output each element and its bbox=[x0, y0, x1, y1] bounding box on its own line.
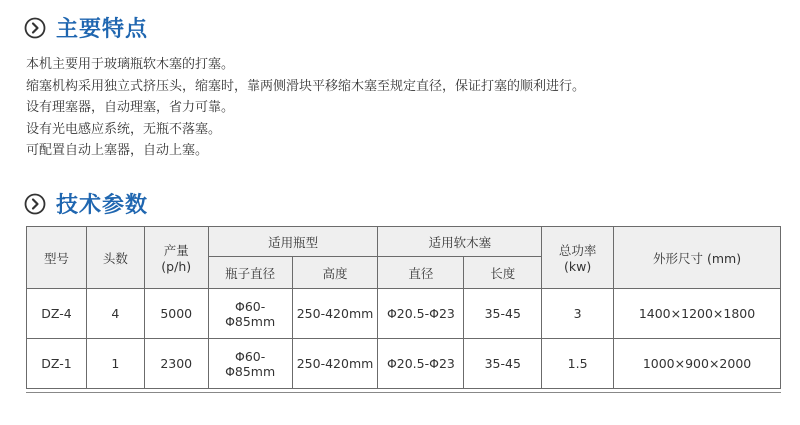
table-row bbox=[27, 289, 781, 339]
cell-power: 1.5 bbox=[542, 339, 614, 389]
spec-table bbox=[26, 226, 781, 389]
header-cork-group: 适用软木塞 bbox=[378, 227, 542, 257]
cell-bottle-diameter bbox=[208, 289, 292, 339]
cell-cork-diameter: Φ20.5-Φ23 bbox=[378, 289, 464, 339]
feature-item: 设有光电感应系统，无瓶不落塞。 bbox=[26, 121, 222, 137]
cell-bottle-diameter-max: Φ85mm bbox=[225, 313, 276, 329]
header-output bbox=[144, 227, 208, 289]
cell-dimensions: 1400×1200×1800 bbox=[614, 289, 781, 339]
cell-power: 3 bbox=[542, 289, 614, 339]
cell-cork-diameter: Φ20.5-Φ23 bbox=[378, 339, 464, 389]
feature-item: 可配置自动上塞器，自动上塞。 bbox=[26, 143, 209, 158]
section-title-specs: 技术参数 bbox=[56, 193, 149, 218]
header-power-label: 总功率 bbox=[558, 243, 597, 258]
feature-item: 本机主要用于玻璃瓶软木塞的打塞。 bbox=[26, 57, 235, 72]
header-cork-length: 长度 bbox=[464, 257, 542, 289]
cell-heads: 1 bbox=[86, 339, 144, 389]
cell-model: DZ-4 bbox=[27, 289, 87, 339]
cell-output: 2300 bbox=[144, 339, 208, 389]
cell-bottle-diameter-min: Φ60- bbox=[234, 348, 266, 364]
cell-dimensions: 1000×900×2000 bbox=[614, 339, 781, 389]
feature-item: 设有理塞器，自动理塞，省力可靠。 bbox=[26, 100, 235, 115]
feature-list bbox=[26, 54, 585, 162]
feature-item: 缩塞机构采用独立式挤压头，缩塞时，靠两侧滑块平移缩木塞至规定直径，保证打塞的顺利进行。 bbox=[26, 78, 586, 94]
table-header-row bbox=[27, 227, 781, 257]
header-power-unit: (kw) bbox=[564, 259, 592, 274]
header-output-unit: (p/h) bbox=[161, 259, 192, 274]
header-bottle-height: 高度 bbox=[292, 257, 378, 289]
header-bottle-group: 适用瓶型 bbox=[208, 227, 378, 257]
cell-bottle-height: 250-420mm bbox=[292, 339, 378, 389]
header-dimensions: 外形尺寸 (mm) bbox=[614, 227, 781, 289]
cell-bottle-diameter-max: Φ85mm bbox=[225, 363, 276, 379]
header-model: 型号 bbox=[27, 227, 87, 289]
section-header-specs bbox=[24, 188, 148, 219]
cell-bottle-diameter-min: Φ60- bbox=[234, 298, 266, 314]
cell-model: DZ-1 bbox=[27, 339, 87, 389]
cell-cork-length: 35-45 bbox=[464, 289, 542, 339]
cell-heads: 4 bbox=[86, 289, 144, 339]
divider bbox=[26, 392, 781, 393]
cell-output: 5000 bbox=[144, 289, 208, 339]
section-header-features bbox=[24, 12, 148, 43]
chevron-circle-right-icon bbox=[24, 193, 46, 215]
chevron-circle-right-icon bbox=[24, 17, 46, 39]
header-power bbox=[542, 227, 614, 289]
cell-bottle-height: 250-420mm bbox=[292, 289, 378, 339]
header-cork-diameter: 直径 bbox=[378, 257, 464, 289]
cell-cork-length: 35-45 bbox=[464, 339, 542, 389]
table-row bbox=[27, 339, 781, 389]
header-bottle-diameter: 瓶子直径 bbox=[208, 257, 292, 289]
cell-bottle-diameter bbox=[208, 339, 292, 389]
header-heads: 头数 bbox=[86, 227, 144, 289]
header-output-label: 产量 bbox=[163, 243, 189, 258]
section-title-features: 主要特点 bbox=[56, 17, 149, 42]
